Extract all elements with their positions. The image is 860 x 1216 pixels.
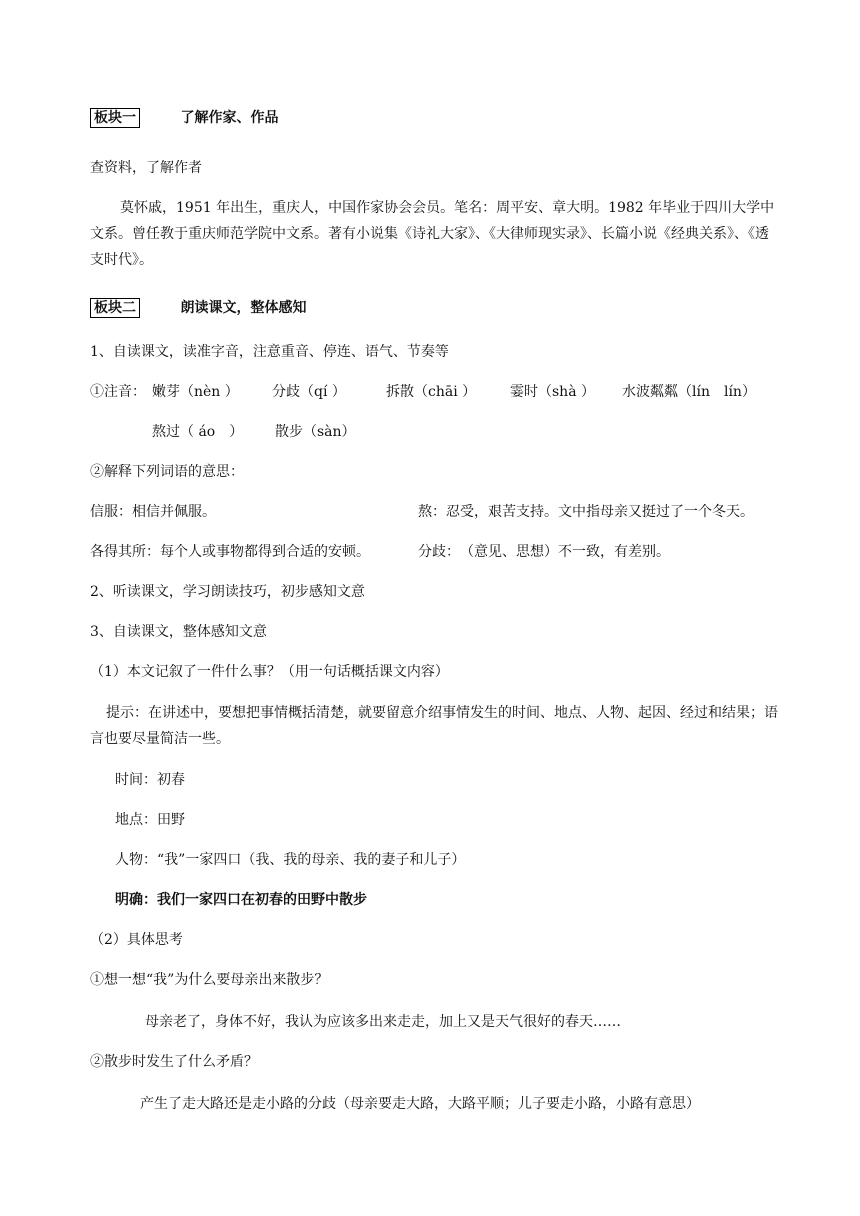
answer-text: 明确：我们一家四口在初春的田野中散步	[115, 892, 367, 908]
step2-text: 2、听读课文，学习朗读技巧，初步感知文意	[90, 584, 365, 600]
vocab-item: 各得其所：每个人或事物都得到合适的安顿。	[90, 544, 370, 560]
section1-intro: 查资料，了解作者	[90, 160, 202, 176]
question-2: （2）具体思考	[90, 932, 183, 948]
vocab-item: 分歧： （意见、思想）不一致，有差别。	[418, 544, 670, 560]
place-text: 地点：田野	[115, 812, 185, 828]
pinyin-item: 霎时（shà ）	[510, 384, 595, 400]
pinyin-item: 嫩芽（nèn ）	[152, 384, 239, 400]
vocab-item: 信服：相信并佩服。	[90, 504, 216, 520]
pinyin-label: ①注音：	[90, 384, 146, 400]
section2-tag: 板块二	[90, 298, 140, 318]
step1-text: 1、自读课文，读准字音，注意重音、停连、语气、节奏等	[90, 344, 449, 360]
step3-text: 3、自读课文，整体感知文意	[90, 624, 267, 640]
section1-tag: 板块一	[90, 108, 140, 128]
vocab-label: ②解释下列词语的意思：	[90, 464, 244, 480]
question-2b: ②散步时发生了什么矛盾？	[90, 1054, 258, 1070]
pinyin-item: 分歧（qí ）	[272, 384, 346, 400]
question-2a-answer: 母亲老了，身体不好，我认为应该多出来走走，加上又是天气很好的春天……	[145, 1014, 621, 1030]
pinyin-item: 拆散（chāi ）	[386, 384, 477, 400]
time-text: 时间：初春	[115, 772, 185, 788]
people-text: 人物：“我”一家四口（我、我的母亲、我的妻子和儿子）	[115, 852, 466, 868]
section2-header	[90, 298, 306, 318]
question-2a: ①想一想“我”为什么要母亲出来散步？	[90, 972, 329, 988]
question-1: （1）本文记叙了一件什么事？（用一句话概括课文内容）	[90, 664, 449, 680]
pinyin-row-1	[90, 382, 146, 402]
section1-header	[90, 108, 278, 128]
pinyin-item: 散步（sàn）	[275, 424, 356, 440]
vocab-item: 熬：忍受，艰苦支持。文中指母亲又挺过了一个冬天。	[418, 504, 754, 520]
section1-title: 了解作家、作品	[180, 110, 279, 126]
author-bio: 莫怀戚，1951 年出生，重庆人，中国作家协会会员。笔名：周平安、章大明。1982 年毕业于四川大学中文系。曾任教于重庆师范学院中文系。著有小说集《诗礼大家》、《大律师现实录》、长篇小说《经典关系》、《透支时代》。	[90, 200, 775, 268]
pinyin-item: 熬过（ áo ）	[152, 424, 244, 440]
question-2b-answer: 产生了走大路还是走小路的分歧（母亲要走大路，大路平顺；儿子要走小路，小路有意思）	[140, 1096, 700, 1112]
section2-title: 朗读课文，整体感知	[180, 300, 307, 316]
pinyin-item: 水波粼粼（lín lín）	[622, 384, 756, 400]
hint-text: 提示：在讲述中，要想把事情概括清楚，就要留意介绍事情发生的时间、地点、人物、起因、经过和结果；语言也要尽量简洁一些。	[90, 705, 778, 747]
